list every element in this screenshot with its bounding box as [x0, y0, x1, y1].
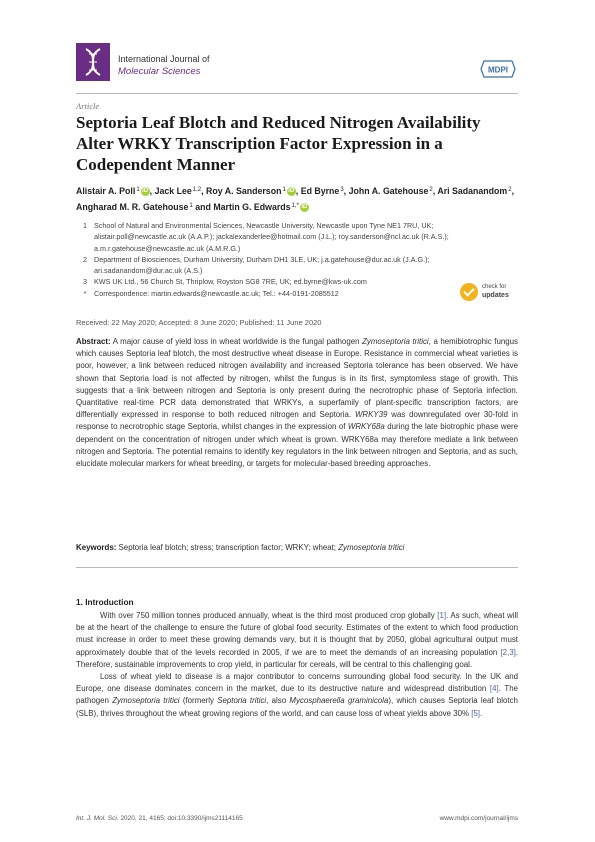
author-list [76, 183, 516, 215]
author-affiliation-sup: 1,2 [192, 187, 202, 193]
section-divider [76, 567, 518, 568]
text-run: ), which causes Septoria leaf blotch (SLB), thrives throughout the wheat growing regions of the world, and can cause loss of wheat yields above 30% [76, 696, 518, 718]
author-name: Roy A. Sanderson [206, 186, 282, 196]
species-name: Septoria tritici [217, 696, 267, 706]
abstract-gene-1: WRKY39 [354, 410, 388, 420]
section-heading-introduction: 1. Introduction [76, 597, 134, 607]
dna-helix-icon [76, 43, 110, 81]
author-name: Jack Lee [154, 186, 192, 196]
author[interactable] [155, 186, 204, 196]
author[interactable] [76, 202, 211, 212]
abstract-label: Abstract: [76, 337, 111, 346]
check-updates-line2: updates [482, 292, 509, 299]
author-name: Martin G. Edwards [213, 202, 291, 212]
keywords-species: Zymoseptoria tritici [338, 543, 405, 552]
author-affiliation-sup: 1 [189, 203, 193, 209]
author-affiliation-sup: 3 [340, 187, 344, 193]
keywords [76, 543, 518, 552]
author-separator: , [295, 186, 299, 196]
text-run: , also [266, 696, 287, 706]
footer-citation-details: 2020, 21, 4165; doi:10.3390/ijms21114165 [120, 815, 243, 822]
footer-journal: Int. J. Mol. Sci. [76, 815, 119, 822]
affiliation-mark: 1 [83, 221, 87, 230]
author[interactable] [213, 202, 309, 212]
affiliation-mark: * [83, 288, 87, 298]
citation-link[interactable]: [2,3] [500, 647, 516, 657]
affiliation-text: School of Natural and Environmental Sciences, Newcastle University, Newcastle upon Tyne NE1 7RU, UK; alistair.poll@newcastle.ac.uk (A.A.P.); jackalexanderlee@hotmail.com (J.L.); roy.sanderson@ncl.ac.uk (R.A.S.); a.m.r.gatehouse@newcastle.ac.uk (A.M.R.G.) [94, 221, 449, 253]
keywords-label: Keywords: [76, 543, 117, 552]
orcid-icon[interactable]: iD [288, 188, 295, 195]
paragraph [76, 610, 518, 671]
author[interactable] [206, 186, 298, 196]
author-name: Ari Sadanandom [437, 186, 508, 196]
author-affiliation-sup: 1 [136, 187, 140, 193]
abstract-text-1: A major cause of yield loss in wheat worldwide is the fungal pathogen [112, 337, 360, 346]
check-updates-line1: check for [482, 284, 507, 290]
mdpi-logo-text: MDPI [488, 65, 508, 75]
text-run: With over 750 million tonnes produced annually, wheat is the third most produced crop globally [100, 611, 435, 620]
article-title: Septoria Leaf Blotch and Reduced Nitrogen Availability Alter WRKY Transcription Factor Expression in a Codependent Manner [76, 113, 481, 174]
text-run: (formerly [182, 696, 214, 706]
affiliation-item [76, 276, 518, 287]
author[interactable] [437, 186, 514, 196]
author-name: John A. Gatehouse [348, 186, 429, 196]
text-run: . As such, wheat will be at the heart of the challenge to ensure the future of global food security. Estimates of the extent to which food production must increase in order to meet these growing demands vary, but it is thought that by 2050, global agricultural output must approximately double that of the levels recorded in 2005, if we are to meet the demands of an increasing population [76, 611, 518, 657]
author-separator: , [201, 186, 204, 196]
author-name: Ed Byrne [300, 186, 340, 196]
publication-dates: Received: 22 May 2020; Accepted: 8 June 2020; Published: 11 June 2020 [76, 318, 322, 327]
affiliation-item [76, 254, 518, 277]
text-run: . The pathogen [76, 684, 518, 706]
author-affiliation-sup: 1 [282, 187, 286, 193]
footer-citation [76, 815, 243, 822]
affiliation-item [76, 220, 518, 254]
citation-link[interactable]: [4] [489, 684, 499, 694]
keywords-text: Septoria leaf blotch; stress; transcription factor; WRKY; wheat; [118, 543, 336, 552]
abstract-text-3: was downregulated over 30-fold in response to necrotrophic stage Septoria, whilst changes in the expression of [76, 410, 518, 432]
check-icon [460, 283, 478, 301]
affiliation-item [76, 288, 518, 299]
affiliations [76, 220, 518, 299]
author-separator: , [343, 186, 347, 196]
journal-logo [76, 43, 110, 81]
journal-name-line2: Molecular Sciences [118, 66, 201, 77]
orcid-icon[interactable]: iD [142, 188, 149, 195]
author[interactable] [301, 186, 346, 196]
journal-name-line1: International Journal of [118, 54, 210, 64]
author[interactable] [349, 186, 436, 196]
affiliation-text: KWS UK Ltd., 56 Church St, Thriplow, Royston SG8 7RE, UK; ed.byrne@kws-uk.com [94, 277, 367, 287]
abstract-text-2: , a hemibiotrophic fungus which causes Septoria leaf blotch, the most destructive wheat disease in Europe. Resistance in commercial wheat varieties is poor, however, a link between reduced nitrogen availability and increased Septoria tolerance has been observed. We have shown that Septoria load is not affected by nitrogen, whilst the fungus is in its first, symptomless stage of growth. This suggests that a link between nitrogen and Septoria is only present during the necrotrophic phase of Septoria infection. Quantitative real-time PCR data demonstrated that WRKYs, a superfamily of plant-specific transcription factors, are differentially expressed in response to both reduced nitrogen and Septoria. [76, 337, 518, 420]
abstract-text-4: during the late biotrophic phase were dependent on the concentration of nitrogen under which wheat is grown. WRKY68a may therefore mediate a link between nitrogen and Septoria. The potential remains to identify key regulators in the link between nitrogen and Septoria, and as such, elucidate molecular markers for wheat breeding, or targets for molecular-based breeding approaches. [76, 422, 518, 469]
author-separator: and [192, 202, 211, 212]
author-separator: , [511, 186, 515, 196]
text-run: . Therefore, sustainable improvements to crop yield, in particular for cereals, will be central to this challenging goal. [76, 647, 518, 669]
affiliation-mark: 3 [83, 277, 87, 287]
text-run: . [480, 708, 483, 718]
author-name: Alistair A. Poll [76, 186, 136, 196]
header-divider [76, 93, 518, 94]
abstract-gene-2: WRKY68a [347, 422, 385, 432]
author-separator: , [432, 186, 436, 196]
affiliation-text: Department of Biosciences, Durham University, Durham DH1 3LE, UK; j.a.gatehouse@dur.ac.uk (J.A.G.); ari.sadanandom@dur.ac.uk (A.S.) [94, 254, 430, 276]
orcid-icon[interactable]: iD [301, 204, 308, 211]
footer-url[interactable]: www.mdpi.com/journal/ijms [439, 815, 518, 822]
author-affiliation-sup: 1,* [291, 203, 299, 209]
affiliation-mark: 2 [83, 254, 87, 264]
affiliation-text: Correspondence: martin.edwards@newcastle.ac.uk; Tel.: +44-0191-2085512 [94, 288, 339, 298]
introduction-body [76, 610, 518, 720]
species-name: Zymoseptoria tritici [112, 696, 180, 706]
author-separator: , [149, 186, 153, 196]
species-name: Mycosphaerella graminicola [289, 696, 389, 706]
author[interactable] [76, 186, 152, 196]
abstract [76, 336, 518, 470]
paragraph [76, 671, 518, 720]
article-type: Article [76, 101, 100, 111]
author-affiliation-sup: 2 [429, 187, 433, 193]
citation-link[interactable]: [5] [471, 708, 480, 718]
author-affiliation-sup: 2 [508, 187, 512, 193]
check-for-updates-badge[interactable] [460, 282, 520, 304]
mdpi-logo-icon[interactable] [480, 60, 516, 78]
author-name: Angharad M. R. Gatehouse [76, 202, 189, 212]
citation-link[interactable]: [1] [437, 611, 447, 620]
abstract-species: Zymoseptoria tritici [362, 337, 429, 346]
text-run: Loss of wheat yield to disease is a major contributor to concerns surrounding global food security. In the UK and Europe, one disease dominates concern in the market, due to its destructive nature and widespread distribution [76, 672, 518, 694]
